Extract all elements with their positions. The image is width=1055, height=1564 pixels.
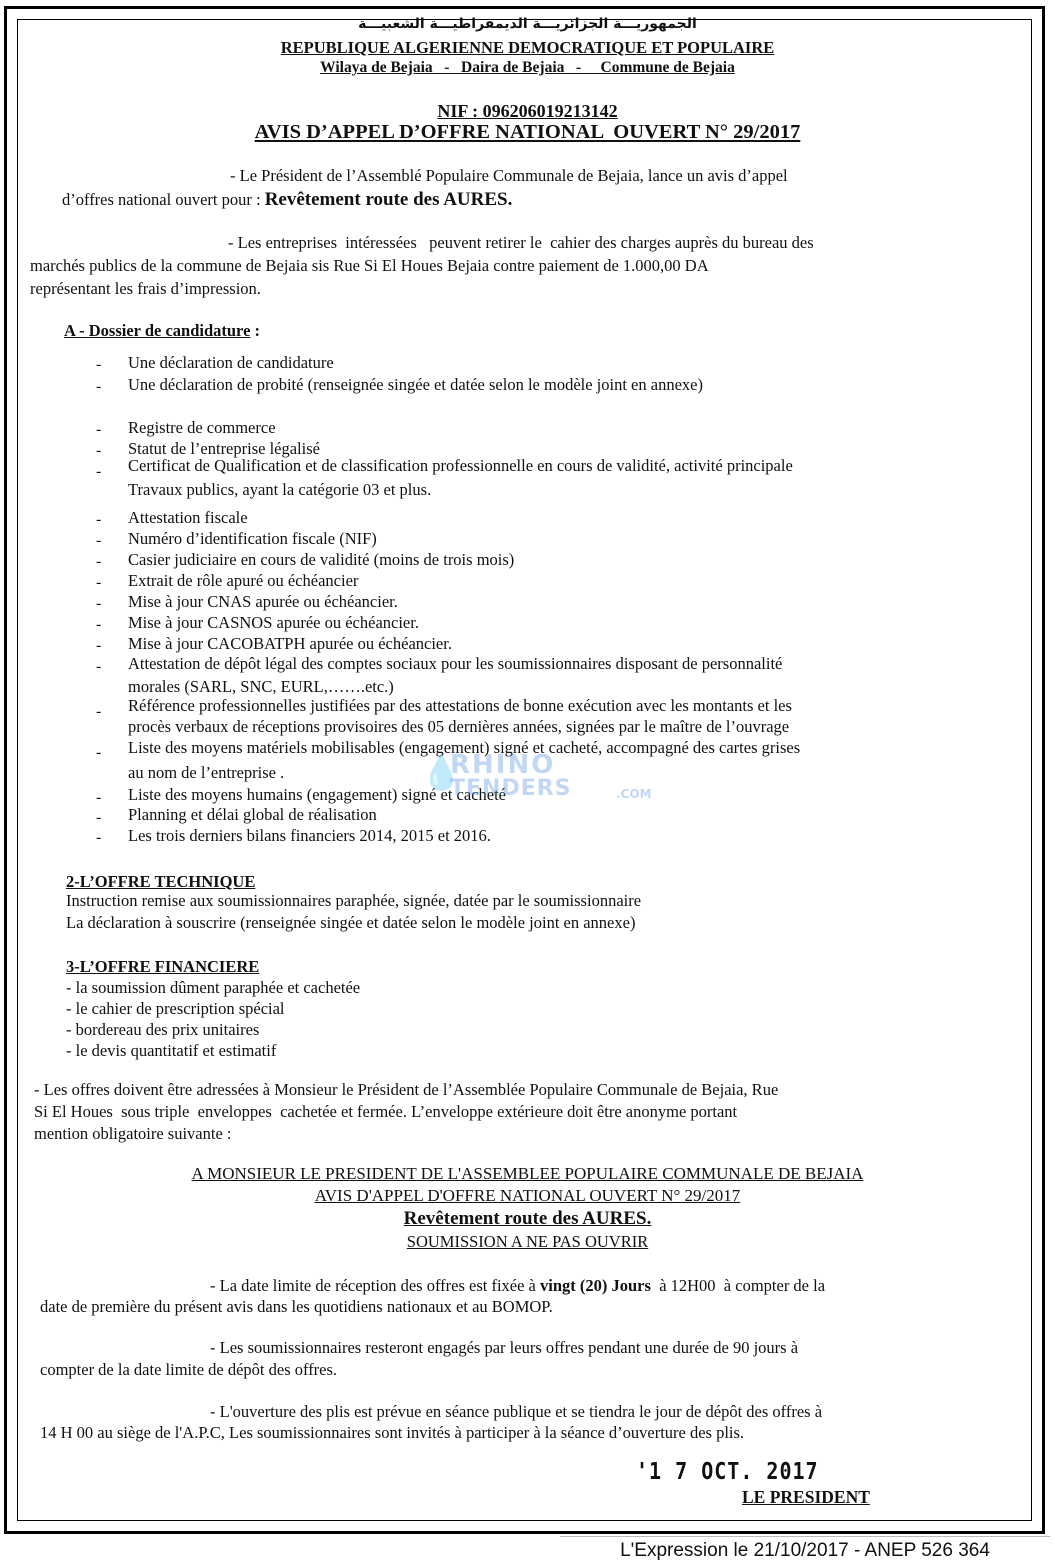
bullet-dash: - — [96, 532, 102, 549]
bullet-dash: - — [96, 378, 102, 395]
deadline-line-2: date de première du présent avis dans les quotidiens nationaux et au BOMOP. — [40, 1297, 553, 1316]
drop-icon: 💧 — [420, 753, 463, 793]
list-item: Liste des moyens humains (engagement) signé et cacheté — [128, 785, 506, 804]
avis-title: AVIS D’APPEL D’OFFRE NATIONAL OUVERT N° 29/2017 — [254, 121, 801, 143]
bullet-dash: - — [96, 829, 102, 846]
list-item: Casier judiciaire en cours de validité (moins de trois mois) — [128, 550, 515, 569]
list-item: Référence professionnelles justifiées par des attestations de bonne exécution avec les montants et les — [128, 696, 792, 715]
section-2-title: 2-L’OFFRE TECHNIQUE — [66, 872, 256, 891]
section-a-title-text: A - Dossier de candidature — [64, 321, 251, 340]
section-a-colon: : — [250, 321, 261, 340]
president-signature: LE PRESIDENT — [742, 1487, 870, 1507]
bullet-dash: - — [96, 658, 102, 675]
ouverture-line-2: 14 H 00 au siège de l'A.P.C, Les soumissionnaires sont invités à participer à la séance d’ouverture des plis. — [40, 1423, 745, 1442]
envelope-avis: AVIS D'APPEL D'OFFRE NATIONAL OUVERT N° 29/2017 — [314, 1186, 741, 1205]
envelope-project: Revêtement route des AURES. — [403, 1208, 652, 1229]
list-item: Extrait de rôle apuré ou échéancier — [128, 571, 359, 590]
deadline-text-a: - La date limite de réception des offres est fixée à — [210, 1276, 541, 1295]
intro-prefix: d’offres national ouvert pour : — [62, 190, 265, 209]
publication-footer: L'Expression le 21/10/2017 - ANEP 526 364 — [560, 1536, 1050, 1564]
bullet-dash: - — [96, 595, 102, 612]
list-item: Planning et délai global de réalisation — [128, 805, 377, 824]
bullet-dash: - — [96, 356, 102, 373]
section-3-item: - le cahier de prescription spécial — [66, 999, 285, 1018]
envoi-line-3: mention obligatoire suivante : — [34, 1124, 232, 1143]
list-item: Registre de commerce — [128, 418, 276, 437]
intro-line-2 — [62, 189, 512, 211]
list-item: Une déclaration de candidature — [128, 353, 334, 372]
bullet-dash: - — [96, 637, 102, 654]
list-item-continuation: procès verbaux de réceptions provisoires des 05 dernières années, signées par le maître de l’ouvrage — [128, 717, 790, 736]
bullet-dash: - — [96, 574, 102, 591]
nif-number: NIF : 096206019213142 — [437, 101, 618, 121]
envoi-line-2: Si El Houes sous triple enveloppes cachetée et fermée. L’enveloppe extérieure doit être anonyme portant — [34, 1102, 738, 1121]
engagement-line-2: compter de la date limite de dépôt des offres. — [40, 1360, 338, 1379]
bullet-dash: - — [96, 616, 102, 633]
section-3-title: 3-L’OFFRE FINANCIERE — [66, 957, 260, 976]
list-item: Mise à jour CASNOS apurée ou échéancier. — [128, 613, 419, 632]
watermark-rhino: RHINO — [450, 750, 556, 780]
wilaya-line: Wilaya de Bejaia - Daira de Bejaia - Commune de Bejaia — [320, 59, 735, 76]
project-name: Revêtement route des AURES. — [264, 189, 513, 210]
bullet-dash: - — [96, 442, 102, 459]
section-3-item: - la soumission dûment paraphée et cachetée — [66, 978, 361, 997]
ouverture-line-1: - L'ouverture des plis est prévue en séance publique et se tiendra le jour de dépôt des offres à — [210, 1402, 823, 1421]
bullet-dash: - — [96, 789, 102, 806]
retrait-line-3: représentant les frais d’impression. — [30, 279, 261, 298]
list-item: Statut de l’entreprise légalisé — [128, 439, 320, 458]
envelope-addressee: A MONSIEUR LE PRESIDENT DE L'ASSEMBLEE POPULAIRE COMMUNALE DE BEJAIA — [191, 1164, 864, 1183]
list-item: Mise à jour CNAS apurée ou échéancier. — [128, 592, 398, 611]
date-stamp: '1 7 OCT. 2017 — [636, 1457, 819, 1485]
bullet-dash: - — [96, 809, 102, 826]
list-item-continuation: morales (SARL, SNC, EURL,…….etc.) — [128, 677, 394, 696]
bullet-dash: - — [96, 511, 102, 528]
list-item: Attestation de dépôt légal des comptes sociaux pour les soumissionnaires disposant de personnalité — [128, 654, 783, 673]
deadline-text-c: à 12H00 à compter de la — [650, 1276, 826, 1295]
deadline-line-1 — [210, 1276, 825, 1296]
list-item: Certificat de Qualification et de classification professionnelle en cours de validité, activité principale — [128, 456, 793, 475]
bullet-dash: - — [96, 703, 102, 720]
arabic-header: الجمهوريـــة الجزائريـــة الديمقراطيـــة الشعبيـــة — [358, 16, 697, 32]
list-item-continuation: Travaux publics, ayant la catégorie 03 et plus. — [128, 480, 432, 499]
envoi-line-1: - Les offres doivent être adressées à Monsieur le Président de l’Assemblée Populaire Communale de Bejaia, Rue — [34, 1080, 779, 1099]
list-item-continuation: au nom de l’entreprise . — [128, 763, 285, 782]
retrait-line-1: - Les entreprises intéressées peuvent retirer le cahier des charges auprès du bureau des — [228, 233, 814, 252]
bullet-dash: - — [96, 421, 102, 438]
bullet-dash: - — [96, 553, 102, 570]
watermark-com: .COM — [616, 787, 652, 801]
list-item: Mise à jour CACOBATPH apurée ou échéancier. — [128, 634, 452, 653]
list-item: Une déclaration de probité (renseignée singée et datée selon le modèle joint en annexe) — [128, 375, 703, 394]
engagement-line-1: - Les soumissionnaires resteront engagés par leurs offres pendant une durée de 90 jours à — [210, 1338, 799, 1357]
section-2-line-2: La déclaration à souscrire (renseignée singée et datée selon le modèle joint en annexe) — [66, 913, 636, 932]
bullet-dash: - — [96, 463, 102, 480]
deadline-duration: vingt (20) Jours — [540, 1276, 651, 1295]
republic-title: REPUBLIQUE ALGERIENNE DEMOCRATIQUE ET POPULAIRE — [280, 38, 775, 57]
intro-line-1: - Le Président de l’Assemblé Populaire Communale de Bejaia, lance un avis d’appel — [230, 166, 788, 185]
list-item: Liste des moyens matériels mobilisables (engagement) signé et cacheté, accompagné des cartes grises — [128, 738, 801, 757]
retrait-line-2: marchés publics de la commune de Bejaia sis Rue Si El Houes Bejaia contre paiement de 1.000,00 DA — [30, 256, 709, 275]
section-3-item: - bordereau des prix unitaires — [66, 1020, 260, 1039]
section-3-item: - le devis quantitatif et estimatif — [66, 1041, 277, 1060]
section-2-line-1: Instruction remise aux soumissionnaires paraphée, signée, datée par le soumissionnaire — [66, 891, 642, 910]
list-item: Numéro d’identification fiscale (NIF) — [128, 529, 377, 548]
watermark-tenders: TENDERS — [450, 776, 572, 801]
section-a-title — [64, 321, 260, 341]
bullet-dash: - — [96, 744, 102, 761]
list-item: Les trois derniers bilans financiers 2014, 2015 et 2016. — [128, 826, 491, 845]
envelope-warning: SOUMISSION A NE PAS OUVRIR — [406, 1232, 649, 1251]
list-item: Attestation fiscale — [128, 508, 248, 527]
